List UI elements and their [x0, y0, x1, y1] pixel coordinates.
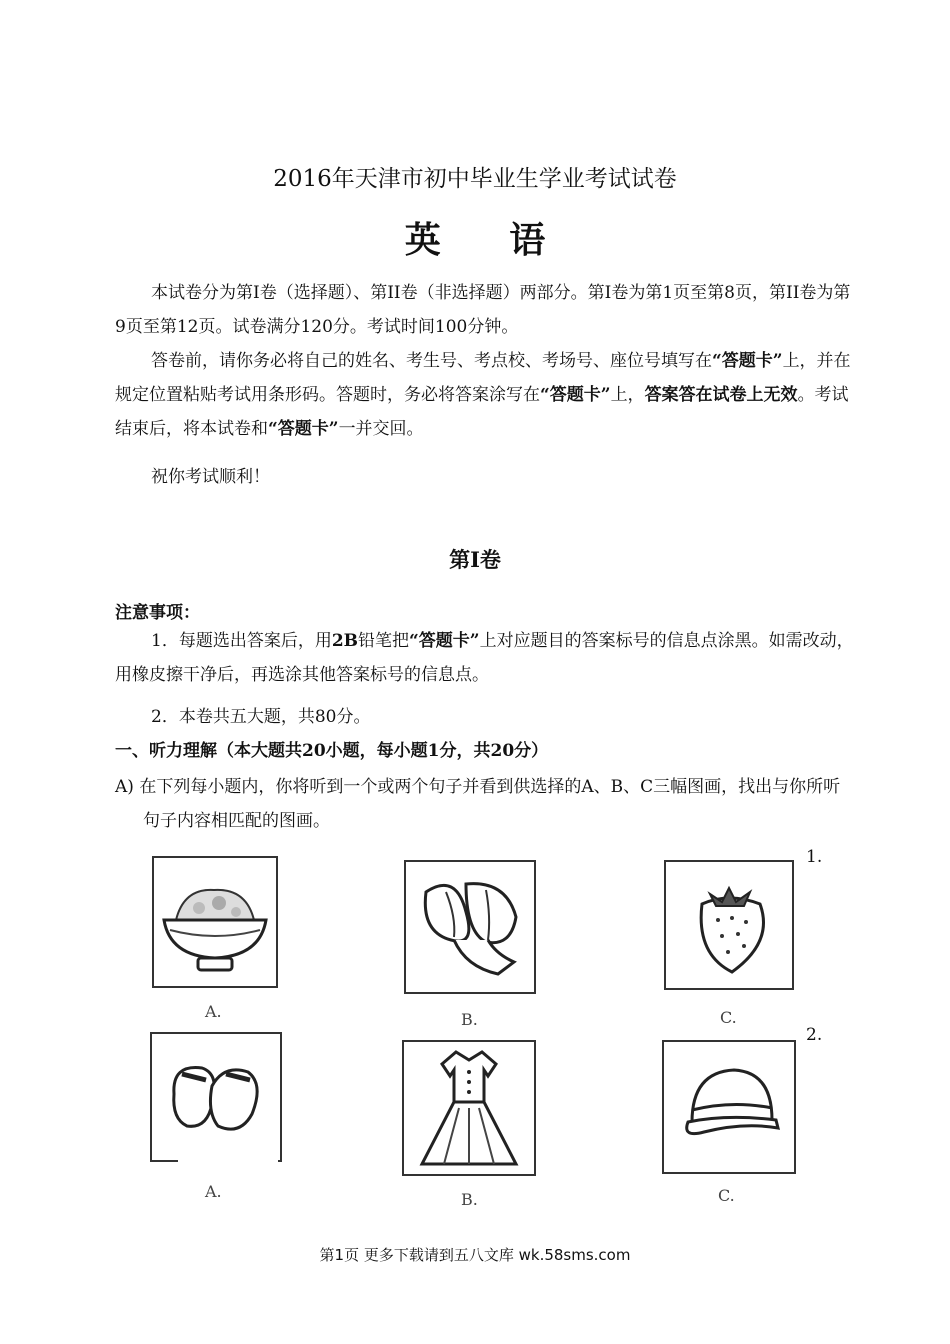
hat-icon [664, 1042, 794, 1172]
intro-paragraph-2 [115, 344, 855, 446]
notes-title: 注意事项： [115, 603, 200, 623]
page-footer: 第1页 更多下载请到五八文库 wk.58sms.com [319, 1246, 631, 1264]
note1-text-c: 铅笔把 [358, 631, 410, 651]
invalid-warning: 答案答在试卷上无效 [644, 385, 798, 405]
q1-option-c-label: C. [720, 1008, 737, 1027]
q1-option-c-picture [664, 860, 794, 990]
q2-option-a-picture [150, 1032, 282, 1162]
pencil-type: 2B [331, 631, 359, 651]
answer-card-ref-3: “答题卡” [268, 419, 339, 439]
note1-text-a: 1．每题选出答案后，用 [151, 631, 332, 651]
answer-card-ref-4: “答题卡” [409, 631, 480, 651]
intro2-text-g: 。考试结束后，将本试卷和 [115, 385, 849, 439]
part-a-instructions [115, 770, 855, 838]
q2-option-b-label: B. [461, 1190, 478, 1209]
good-luck-text: 祝你考试顺利！ [151, 467, 270, 487]
q1-option-b-picture [404, 860, 536, 994]
rice-bowl-icon [154, 858, 276, 986]
question-2-number: 2. [806, 1025, 823, 1045]
section-title: 第I卷 [449, 547, 501, 572]
part-1-heading: 一、听力理解（本大题共20小题，每小题1分，共20分） [115, 741, 549, 761]
q1-option-a-picture [152, 856, 278, 988]
q1-option-a-label: A. [205, 1002, 222, 1021]
strawberry-icon [666, 862, 792, 988]
q2-option-b-picture [402, 1040, 536, 1176]
subject-title: 英 语 [404, 220, 574, 261]
intro2-text-e: 上， [610, 385, 645, 405]
part-a-prefix: A) [115, 777, 134, 797]
q1-option-b-label: B. [461, 1010, 478, 1029]
part-a-text: 在下列每小题内，你将听到一个或两个句子并看到供选择的A、B、C三幅图画，找出与你所听句子内容相匹配的图画。 [139, 777, 841, 831]
exam-title: 2016年天津市初中毕业生学业考试试卷 [273, 166, 677, 192]
note1-text-e: 上对应题目的答案标号的信息点涂黑。如需改动，用橡皮擦干净后，再选涂其他答案标号的信息点。 [115, 631, 854, 685]
intro-paragraph-1: 本试卷分为第I卷（选择题）、第II卷（非选择题）两部分。第I卷为第1页至第8页，第II卷为第9页至第12页。试卷满分120分。考试时间100分钟。 [115, 283, 851, 337]
q2-option-a-label: A. [205, 1182, 222, 1201]
intro2-text-i: 一并交回。 [338, 419, 424, 439]
question-1-number: 1. [806, 847, 823, 867]
answer-card-ref-2: “答题卡” [540, 385, 611, 405]
intro2-text-c: 上，并在规定位置粘贴考试用条形码。答题时，务必将答案涂写在 [115, 351, 851, 405]
note-1 [115, 624, 855, 692]
intro2-text-a: 答卷前，请你务必将自己的姓名、考生号、考点校、考场号、座位号填写在 [151, 351, 712, 371]
gloves-icon [152, 1034, 280, 1160]
dress-icon [404, 1042, 534, 1174]
answer-card-ref-1: “答题卡” [712, 351, 783, 371]
q2-option-c-picture [662, 1040, 796, 1174]
q2-option-c-label: C. [718, 1186, 735, 1205]
note-2: 2．本卷共五大题，共80分。 [151, 707, 371, 727]
vegetable-icon [406, 862, 534, 992]
image-mask [178, 1148, 278, 1176]
